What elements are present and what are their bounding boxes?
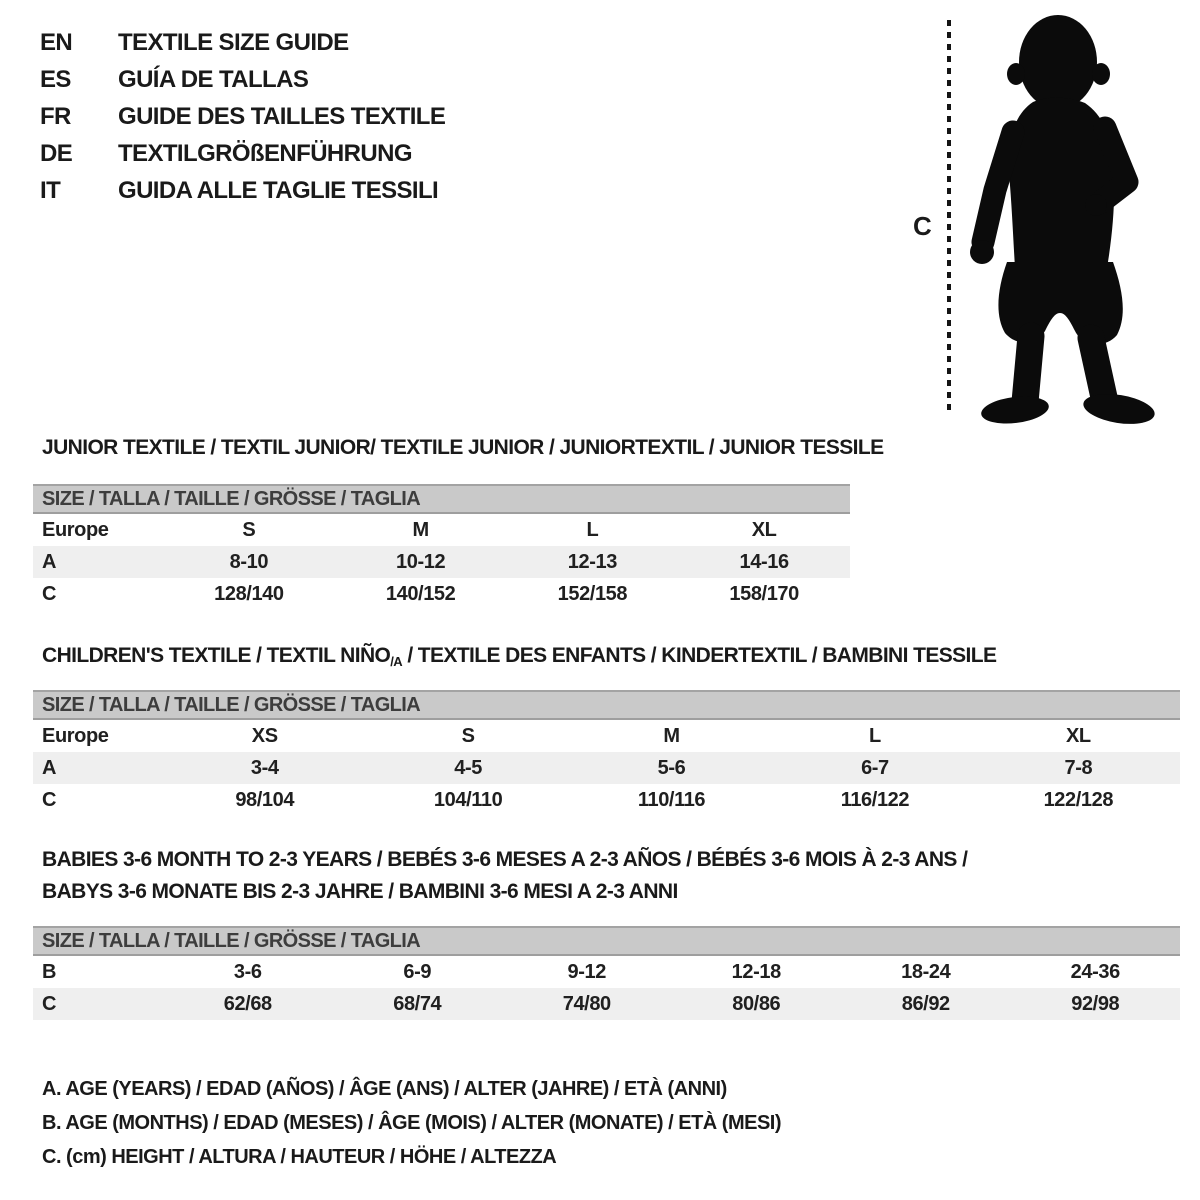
language-code: FR <box>40 102 71 130</box>
table-cell: 62/68 <box>223 992 272 1015</box>
table-cell: 104/110 <box>433 788 503 811</box>
section-title-babies-line1: BABIES 3-6 MONTH TO 2-3 YEARS / BEBÉS 3-6 MESES A 2-3 AÑOS / BÉBÉS 3-6 MOIS À 2-3 ANS / <box>42 848 968 871</box>
guide-title-es: GUÍA DE TALLAS <box>118 65 309 93</box>
table-cell: 8-10 <box>229 550 269 573</box>
children-size-table <box>33 690 1180 816</box>
guide-title-en: TEXTILE SIZE GUIDE <box>118 28 349 56</box>
language-row <box>40 24 445 61</box>
table-cell: XL <box>1065 724 1091 747</box>
table-cell: 116/122 <box>840 788 910 811</box>
table-cell: 12-13 <box>567 550 617 573</box>
table-row-age <box>33 752 1180 784</box>
guide-title-de: TEXTILGRÖßENFÜHRUNG <box>118 139 412 167</box>
section-title-children-main: CHILDREN'S TEXTILE / TEXTIL NIÑO <box>42 644 391 667</box>
table-cell: 86/92 <box>901 992 950 1015</box>
language-code: IT <box>40 176 61 204</box>
table-cell: 18-24 <box>901 960 951 983</box>
row-label: Europe <box>42 518 109 541</box>
table-cell: 10-12 <box>396 550 446 573</box>
row-label: C <box>42 992 57 1015</box>
table-cell: M <box>412 518 429 541</box>
table-cell: L <box>869 724 881 747</box>
table-cell: 7-8 <box>1064 756 1093 779</box>
row-label: A <box>42 756 57 779</box>
row-label: C <box>42 788 57 811</box>
row-label: Europe <box>42 724 109 747</box>
section-title-children-rest: / TEXTILE DES ENFANTS / KINDERTEXTIL / BAMBINI TESSILE <box>402 644 997 667</box>
junior-size-table <box>33 484 850 610</box>
table-row-europe <box>33 514 850 546</box>
table-row-age <box>33 546 850 578</box>
height-measure-label: C <box>913 211 932 241</box>
language-code: EN <box>40 28 73 56</box>
table-cell: M <box>663 724 680 747</box>
table-row-height <box>33 988 1180 1020</box>
guide-title-fr: GUIDE DES TAILLES TEXTILE <box>118 102 446 130</box>
table-cell: 92/98 <box>1071 992 1120 1015</box>
table-cell: XS <box>251 724 278 747</box>
table-cell: S <box>242 518 256 541</box>
section-title-children <box>42 644 996 669</box>
legend-line-b: B. AGE (MONTHS) / EDAD (MESES) / ÂGE (MOIS) / ALTER (MONATE) / ETÀ (MESI) <box>42 1112 782 1134</box>
table-cell: 14-16 <box>739 550 789 573</box>
table-cell: L <box>586 518 599 541</box>
height-measure-dashed-line <box>947 20 951 416</box>
table-cell: 5-6 <box>657 756 686 779</box>
section-title-babies-line2: BABYS 3-6 MONATE BIS 2-3 JAHRE / BAMBINI 3-6 MESI A 2-3 ANNI <box>42 880 678 903</box>
language-row <box>40 98 445 135</box>
table-cell: 152/158 <box>557 582 628 605</box>
table-cell: 24-36 <box>1070 960 1120 983</box>
language-title-block <box>40 24 445 209</box>
table-row-europe <box>33 720 1180 752</box>
row-label: A <box>42 550 57 573</box>
row-label: C <box>42 582 57 605</box>
table-cell: 68/74 <box>393 992 442 1015</box>
language-code: ES <box>40 65 71 93</box>
table-cell: 3-6 <box>233 960 262 983</box>
table-cell: 12-18 <box>731 960 781 983</box>
table-size-header: SIZE / TALLA / TAILLE / GRÖSSE / TAGLIA <box>33 690 1180 720</box>
language-code: DE <box>40 139 73 167</box>
table-row-height <box>33 578 850 610</box>
table-cell: 4-5 <box>454 756 482 779</box>
table-cell: XL <box>751 518 777 541</box>
table-cell: 74/80 <box>562 992 611 1015</box>
guide-title-it: GUIDA ALLE TAGLIE TESSILI <box>118 176 439 204</box>
row-label: B <box>42 960 57 983</box>
table-cell: 6-9 <box>403 960 432 983</box>
table-size-header: SIZE / TALLA / TAILLE / GRÖSSE / TAGLIA <box>33 484 850 514</box>
legend-line-a: A. AGE (YEARS) / EDAD (AÑOS) / ÂGE (ANS) / ALTER (JAHRE) / ETÀ (ANNI) <box>42 1078 727 1100</box>
language-row <box>40 61 445 98</box>
language-row <box>40 135 445 172</box>
table-cell: 3-4 <box>250 756 279 779</box>
babies-size-table <box>33 926 1180 1020</box>
table-row-age-months <box>33 956 1180 988</box>
table-cell: S <box>461 724 475 747</box>
table-cell: 110/116 <box>637 788 706 811</box>
table-cell: 98/104 <box>235 788 295 811</box>
table-cell: 9-12 <box>567 960 606 983</box>
table-cell: 158/170 <box>729 582 799 605</box>
toddler-silhouette-icon <box>955 10 1185 430</box>
section-title-junior: JUNIOR TEXTILE / TEXTIL JUNIOR/ TEXTILE JUNIOR / JUNIORTEXTIL / JUNIOR TESSILE <box>42 436 884 459</box>
legend-line-c: C. (cm) HEIGHT / ALTURA / HAUTEUR / HÖHE / ALTEZZA <box>42 1146 557 1168</box>
table-cell: 128/140 <box>214 582 284 605</box>
table-cell: 122/128 <box>1043 788 1114 811</box>
table-cell: 80/86 <box>732 992 781 1015</box>
table-size-header: SIZE / TALLA / TAILLE / GRÖSSE / TAGLIA <box>33 926 1180 956</box>
language-row <box>40 172 445 209</box>
legend <box>42 1072 781 1174</box>
table-cell: 6-7 <box>861 756 889 779</box>
section-title-children-sub: /A <box>390 654 403 669</box>
table-row-height <box>33 784 1180 816</box>
table-cell: 140/152 <box>385 582 456 605</box>
